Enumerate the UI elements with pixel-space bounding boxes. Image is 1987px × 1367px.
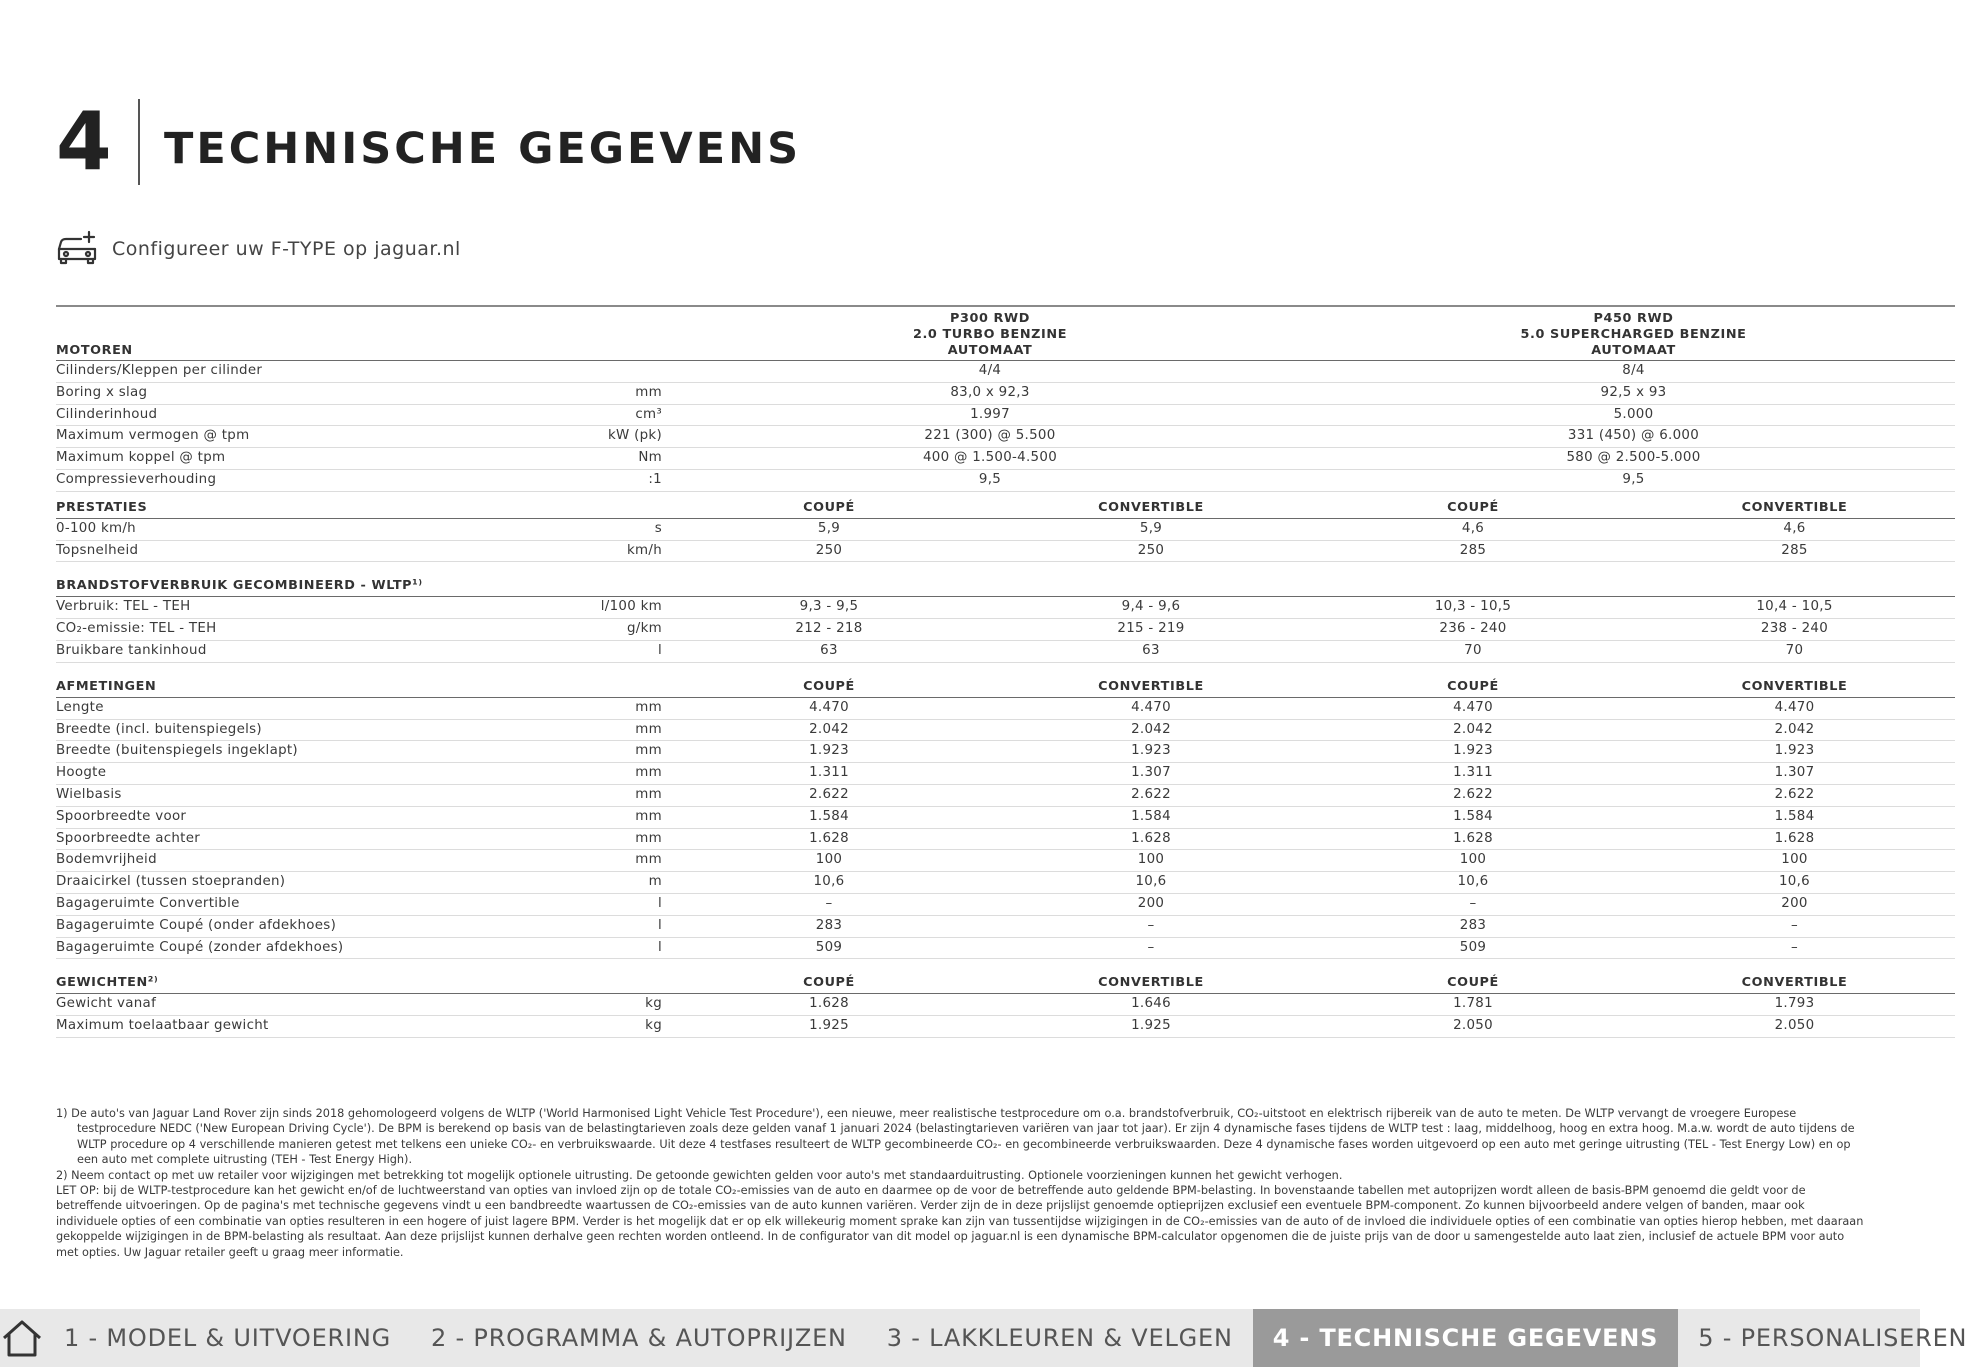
column-heading-coupe: COUPÉ <box>668 959 990 994</box>
row-label: Maximum koppel @ tpm <box>56 448 568 470</box>
cell-p450: 331 (450) @ 6.000 <box>1312 426 1955 448</box>
section-heading: GEWICHTEN²⁾ <box>56 959 568 994</box>
column-spacer <box>1634 562 1955 597</box>
table-row <box>56 540 1955 562</box>
column-heading-convertible: CONVERTIBLE <box>990 662 1312 697</box>
table-cell: 63 <box>990 640 1312 662</box>
table-cell: 5,9 <box>990 518 1312 540</box>
row-unit: kg <box>568 1016 668 1038</box>
column-spacer <box>1312 562 1634 597</box>
table-cell: 100 <box>1634 850 1955 872</box>
section-heading: MOTOREN <box>56 306 568 361</box>
table-cell: – <box>668 893 990 915</box>
row-label: Maximum vermogen @ tpm <box>56 426 568 448</box>
section-header-row <box>56 562 1955 597</box>
table-row <box>56 448 1955 470</box>
configure-link-text: Configureer uw F-TYPE op jaguar.nl <box>112 238 461 260</box>
section-header-row <box>56 491 1955 518</box>
table-cell: 2.622 <box>990 784 1312 806</box>
unit-spacer <box>568 562 668 597</box>
row-label: Bagageruimte Coupé (onder afdekhoes) <box>56 915 568 937</box>
row-unit: cm³ <box>568 404 668 426</box>
car-plus-icon <box>56 228 98 270</box>
table-cell: – <box>990 915 1312 937</box>
unit-spacer <box>568 662 668 697</box>
footnote-1: 1) De auto's van Jaguar Land Rover zijn sinds 2018 gehomologeerd volgens de WLTP ('World Harmonised Light Vehicle Test Procedure'), een nieuwe, meer realistische testprocedure om o.a. brandstofverbruik, CO₂-uitstoot en elektrisch rijbereik van de auto te meten. De WLTP vervangt de vroegere Europese testprocedure NEDC ('New European Driving Cycle'). De BPM is berekend op basis van de belastingtarieven zoals deze gelden vanaf 1 januari 2024 (belastingtarieven variëren van jaar tot jaar). Er zijn 4 dynamische fases tijdens de WLTP test : laag, middelhoog, hoog en extra hoog. M.a.w. wordt de auto tijdens de WLTP procedure op 4 verschillende manieren getest met telkens een unieke CO₂- en verbruikswaarde. Uit deze 4 testfases resulteert de WLTP gecombineerde CO₂- en gecombineerde verbruikswaarden. Deze 4 dynamische fases worden uitgevoerd op een auto met geringe uitrusting (TEL - Test Energy Low) en op een auto met complete uitrusting (TEH - Test Energy High). <box>56 1107 1855 1167</box>
table-cell: 238 - 240 <box>1634 619 1955 641</box>
row-unit: mm <box>568 719 668 741</box>
column-heading-convertible: CONVERTIBLE <box>1634 959 1955 994</box>
section-heading: AFMETINGEN <box>56 662 568 697</box>
engine-heading-p300 <box>668 306 1312 361</box>
specs-table <box>56 305 1955 1038</box>
cell-p300: 400 @ 1.500-4.500 <box>668 448 1312 470</box>
table-cell: 1.646 <box>990 994 1312 1016</box>
row-label: Boring x slag <box>56 382 568 404</box>
header-divider <box>138 99 140 185</box>
row-label: Lengte <box>56 697 568 719</box>
row-label: 0-100 km/h <box>56 518 568 540</box>
table-cell: 2.622 <box>1312 784 1634 806</box>
column-heading-coupe: COUPÉ <box>668 491 990 518</box>
table-cell: 2.622 <box>1634 784 1955 806</box>
table-row <box>56 382 1955 404</box>
table-cell: – <box>1312 893 1634 915</box>
page-title: TECHNISCHE GEGEVENS <box>164 124 802 174</box>
row-label: Hoogte <box>56 763 568 785</box>
table-cell: 1.307 <box>990 763 1312 785</box>
table-row <box>56 937 1955 959</box>
row-unit: mm <box>568 697 668 719</box>
table-cell: 1.923 <box>1634 741 1955 763</box>
cell-p300: 221 (300) @ 5.500 <box>668 426 1312 448</box>
row-unit: l/100 km <box>568 597 668 619</box>
engine-heading-p450 <box>1312 306 1955 361</box>
row-unit: km/h <box>568 540 668 562</box>
table-row <box>56 469 1955 491</box>
nav-tab-technische-gegevens[interactable]: 4 - TECHNISCHE GEGEVENS <box>1253 1309 1679 1367</box>
table-row <box>56 763 1955 785</box>
cell-p450: 92,5 x 93 <box>1312 382 1955 404</box>
table-cell: 1.307 <box>1634 763 1955 785</box>
table-cell: 285 <box>1634 540 1955 562</box>
table-cell: 1.923 <box>668 741 990 763</box>
table-cell: 5,9 <box>668 518 990 540</box>
row-unit <box>568 361 668 383</box>
row-unit: kW (pk) <box>568 426 668 448</box>
table-cell: 1.628 <box>1312 828 1634 850</box>
table-cell: 2.042 <box>668 719 990 741</box>
row-label: Maximum toelaatbaar gewicht <box>56 1016 568 1038</box>
table-row <box>56 361 1955 383</box>
row-label: Draaicirkel (tussen stoepranden) <box>56 872 568 894</box>
table-cell: 250 <box>990 540 1312 562</box>
table-cell: 509 <box>1312 937 1634 959</box>
cell-p450: 9,5 <box>1312 469 1955 491</box>
row-unit: mm <box>568 806 668 828</box>
row-label: Bodemvrijheid <box>56 850 568 872</box>
table-row <box>56 806 1955 828</box>
section-heading: BRANDSTOFVERBRUIK GECOMBINEERD - WLTP¹⁾ <box>56 562 568 597</box>
engine-heading-line: P450 RWD <box>1593 311 1674 326</box>
row-label: Compressieverhouding <box>56 469 568 491</box>
row-label: Wielbasis <box>56 784 568 806</box>
row-unit: Nm <box>568 448 668 470</box>
column-heading-coupe: COUPÉ <box>1312 662 1634 697</box>
row-label: Verbruik: TEL - TEH <box>56 597 568 619</box>
table-cell: – <box>990 937 1312 959</box>
table-row <box>56 784 1955 806</box>
table-cell: 250 <box>668 540 990 562</box>
table-cell: 509 <box>668 937 990 959</box>
table-cell: 1.311 <box>668 763 990 785</box>
table-cell: 2.622 <box>668 784 990 806</box>
cell-p300: 83,0 x 92,3 <box>668 382 1312 404</box>
bottom-navigation <box>0 1309 1968 1367</box>
table-cell: 63 <box>668 640 990 662</box>
table-row <box>56 719 1955 741</box>
row-label: Bagageruimte Coupé (zonder afdekhoes) <box>56 937 568 959</box>
row-label: Cilinders/Kleppen per cilinder <box>56 361 568 383</box>
table-cell: 2.050 <box>1312 1016 1634 1038</box>
footnote-notice: LET OP: bij de WLTP-testprocedure kan het gewicht en/of de luchtweerstand van opties van invloed zijn op de totale CO₂-emissies van de auto en daarmee op de voor de betreffende auto geldende BPM-belasting. In bovenstaande tabellen met autoprijzen wordt alleen de basis-BPM genoemd die geldt voor de betreffende uitvoeringen. Op de pagina's met technische gegevens vindt u een bandbreedte waartussen de CO₂-emissies van de auto kunnen variëren. Verder zijn de in deze prijslijst genoemde optieprijzen exclusief een eventuele BPM-component. Zo kunnen bijvoorbeeld andere velgen of banden, maar ook individuele opties of een combinatie van opties resulteren in een hogere of juist lagere BPM. Verder is het mogelijk dat er op elk willekeurig moment sprake kan zijn van tussentijdse wijzigingen in de CO₂-emissies van de auto of de invloed die individuele opties of een combinatie van opties hierop hebben, met daaraan gekoppelde wijzigingen in de BPM-belasting als resultaat. Aan deze prijslijst kunnen derhalve geen rechten worden ontleend. In de configurator van dit model op jaguar.nl is een dynamische BPM-calculator opgenomen die de juiste prijs van de door u samengestelde auto laat zien, inclusief de actuele BPM voor auto met opties. Uw Jaguar retailer geeft u graag meer informatie. <box>56 1184 1864 1259</box>
table-cell: 1.584 <box>668 806 990 828</box>
table-cell: 70 <box>1634 640 1955 662</box>
row-unit: :1 <box>568 469 668 491</box>
table-cell: 2.042 <box>1312 719 1634 741</box>
section-header-row <box>56 662 1955 697</box>
engine-heading-line: 5.0 SUPERCHARGED BENZINE <box>1520 327 1747 342</box>
row-unit: l <box>568 893 668 915</box>
column-heading-convertible: CONVERTIBLE <box>1634 662 1955 697</box>
engine-heading-line: AUTOMAAT <box>1591 343 1676 358</box>
table-cell: 283 <box>1312 915 1634 937</box>
table-cell: 1.923 <box>1312 741 1634 763</box>
footnotes <box>56 1106 1864 1260</box>
row-unit: m <box>568 872 668 894</box>
table-cell: 1.584 <box>990 806 1312 828</box>
unit-spacer <box>568 959 668 994</box>
table-cell: 4,6 <box>1312 518 1634 540</box>
column-heading-coupe: COUPÉ <box>1312 491 1634 518</box>
table-cell: 1.628 <box>668 828 990 850</box>
table-cell: 4,6 <box>1634 518 1955 540</box>
column-heading-convertible: CONVERTIBLE <box>1634 491 1955 518</box>
table-cell: 1.628 <box>668 994 990 1016</box>
row-label: Topsnelheid <box>56 540 568 562</box>
table-cell: 9,3 - 9,5 <box>668 597 990 619</box>
table-row <box>56 1016 1955 1038</box>
nav-tab-personaliseren[interactable]: 5 - PERSONALISEREN <box>1698 1324 1968 1352</box>
home-button[interactable] <box>0 1309 44 1367</box>
table-row <box>56 741 1955 763</box>
column-heading-convertible: CONVERTIBLE <box>990 959 1312 994</box>
section-header-row <box>56 959 1955 994</box>
cell-p300: 1.997 <box>668 404 1312 426</box>
column-heading-coupe: COUPÉ <box>668 662 990 697</box>
unit-spacer <box>568 306 668 361</box>
engine-heading-line: 2.0 TURBO BENZINE <box>912 327 1068 342</box>
table-cell: 1.925 <box>990 1016 1312 1038</box>
row-label: Spoorbreedte voor <box>56 806 568 828</box>
section-heading: PRESTATIES <box>56 491 568 518</box>
table-cell: 10,6 <box>990 872 1312 894</box>
table-row <box>56 893 1955 915</box>
table-cell: 70 <box>1312 640 1634 662</box>
row-label: Bruikbare tankinhoud <box>56 640 568 662</box>
table-row <box>56 619 1955 641</box>
row-label: Spoorbreedte achter <box>56 828 568 850</box>
row-label: Bagageruimte Convertible <box>56 893 568 915</box>
nav-tab-lakkleuren[interactable]: 3 - LAKKLEUREN & VELGEN <box>886 1324 1233 1352</box>
table-cell: 10,6 <box>1634 872 1955 894</box>
table-cell: 1.311 <box>1312 763 1634 785</box>
table-cell: 100 <box>1312 850 1634 872</box>
table-cell: 100 <box>990 850 1312 872</box>
row-unit: mm <box>568 828 668 850</box>
engine-heading-line: P300 RWD <box>950 311 1030 326</box>
table-cell: 1.925 <box>668 1016 990 1038</box>
page-header <box>56 95 802 188</box>
table-cell: 1.781 <box>1312 994 1634 1016</box>
table-row <box>56 640 1955 662</box>
table-row <box>56 404 1955 426</box>
row-label: Breedte (buitenspiegels ingeklapt) <box>56 741 568 763</box>
nav-tab-model[interactable]: 1 - MODEL & UITVOERING <box>64 1324 392 1352</box>
table-cell: 1.628 <box>990 828 1312 850</box>
engine-heading-line: AUTOMAAT <box>947 343 1033 358</box>
table-cell: 10,6 <box>1312 872 1634 894</box>
table-row <box>56 828 1955 850</box>
table-cell: 4.470 <box>990 697 1312 719</box>
table-cell: 215 - 219 <box>990 619 1312 641</box>
table-cell: 2.050 <box>1634 1016 1955 1038</box>
table-row <box>56 994 1955 1016</box>
row-unit: kg <box>568 994 668 1016</box>
cell-p300: 4/4 <box>668 361 1312 383</box>
table-row <box>56 915 1955 937</box>
table-cell: 4.470 <box>1312 697 1634 719</box>
cell-p300: 9,5 <box>668 469 1312 491</box>
column-spacer <box>990 562 1312 597</box>
row-label: CO₂-emissie: TEL - TEH <box>56 619 568 641</box>
table-cell: 4.470 <box>668 697 990 719</box>
cell-p450: 5.000 <box>1312 404 1955 426</box>
row-unit: mm <box>568 382 668 404</box>
table-cell: 10,3 - 10,5 <box>1312 597 1634 619</box>
table-cell: 4.470 <box>1634 697 1955 719</box>
row-label: Cilinderinhoud <box>56 404 568 426</box>
cell-p450: 8/4 <box>1312 361 1955 383</box>
table-cell: 100 <box>668 850 990 872</box>
table-cell: 9,4 - 9,6 <box>990 597 1312 619</box>
table-cell: 1.584 <box>1312 806 1634 828</box>
column-heading-coupe: COUPÉ <box>1312 959 1634 994</box>
row-unit: mm <box>568 850 668 872</box>
row-unit: mm <box>568 763 668 785</box>
table-cell: 1.628 <box>1634 828 1955 850</box>
home-icon <box>0 1318 44 1358</box>
table-row <box>56 872 1955 894</box>
row-unit: l <box>568 640 668 662</box>
nav-tab-programma[interactable]: 2 - PROGRAMMA & AUTOPRIJZEN <box>431 1324 847 1352</box>
table-cell: 2.042 <box>990 719 1312 741</box>
table-cell: 10,6 <box>668 872 990 894</box>
row-label: Breedte (incl. buitenspiegels) <box>56 719 568 741</box>
engine-header-row <box>56 306 1955 361</box>
table-cell: 1.923 <box>990 741 1312 763</box>
row-unit: s <box>568 518 668 540</box>
row-unit: l <box>568 937 668 959</box>
chapter-number: 4 <box>56 95 112 188</box>
table-row <box>56 426 1955 448</box>
table-cell: 1.584 <box>1634 806 1955 828</box>
footnote-2: 2) Neem contact op met uw retailer voor wijzigingen met betrekking tot mogelijk optionele uitrusting. De getoonde gewichten gelden voor auto's met standaarduitrusting. Optionele voorzieningen kunnen het gewicht verhogen. <box>56 1168 1343 1182</box>
table-cell: 1.793 <box>1634 994 1955 1016</box>
column-spacer <box>668 562 990 597</box>
table-cell: 10,4 - 10,5 <box>1634 597 1955 619</box>
row-unit: mm <box>568 741 668 763</box>
table-cell: 2.042 <box>1634 719 1955 741</box>
row-unit: mm <box>568 784 668 806</box>
table-row <box>56 697 1955 719</box>
configure-link[interactable] <box>56 228 461 270</box>
table-cell: – <box>1634 915 1955 937</box>
row-unit: g/km <box>568 619 668 641</box>
table-cell: 212 - 218 <box>668 619 990 641</box>
table-cell: – <box>1634 937 1955 959</box>
cell-p450: 580 @ 2.500-5.000 <box>1312 448 1955 470</box>
unit-spacer <box>568 491 668 518</box>
row-unit: l <box>568 915 668 937</box>
row-label: Gewicht vanaf <box>56 994 568 1016</box>
table-cell: 285 <box>1312 540 1634 562</box>
table-row <box>56 597 1955 619</box>
table-cell: 236 - 240 <box>1312 619 1634 641</box>
table-row <box>56 850 1955 872</box>
table-cell: 283 <box>668 915 990 937</box>
column-heading-convertible: CONVERTIBLE <box>990 491 1312 518</box>
table-cell: 200 <box>1634 893 1955 915</box>
table-cell: 200 <box>990 893 1312 915</box>
table-row <box>56 518 1955 540</box>
